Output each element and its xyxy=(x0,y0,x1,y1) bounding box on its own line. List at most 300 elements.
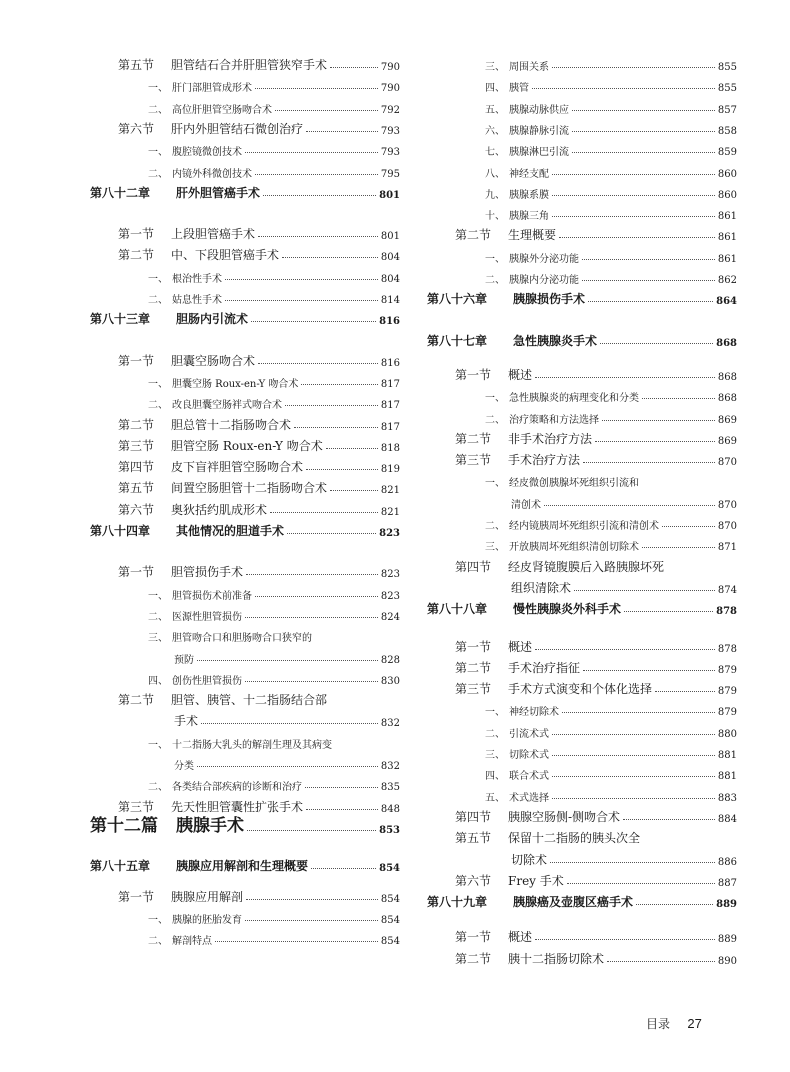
entry-title: 引流术式 xyxy=(509,728,549,740)
toc-cont-entry[interactable] xyxy=(427,847,737,868)
entry-title: 急性胰腺炎手术 xyxy=(513,333,598,348)
entry-label: 第三节 xyxy=(455,453,492,468)
entry-title: 胆管空肠 Roux-en-Y 吻合术 xyxy=(171,438,323,453)
entry-label: 第六节 xyxy=(118,502,155,517)
entry-label: 四、 xyxy=(485,83,505,95)
entry-title: 预防 xyxy=(174,654,194,666)
toc-sub-entry[interactable] xyxy=(427,511,737,532)
entry-title: 胰腺三角 xyxy=(509,211,549,223)
dot-leader xyxy=(562,712,715,713)
page-number-ref: 801 xyxy=(379,189,400,201)
entry-title: 组织清除术 xyxy=(511,580,572,595)
entry-label: 第二节 xyxy=(455,228,492,243)
page-number-ref: 854 xyxy=(380,893,400,905)
page-number-ref: 879 xyxy=(717,686,737,698)
page-number-ref: 858 xyxy=(717,125,737,137)
entry-title: 胰腺空肠侧-侧吻合术 xyxy=(508,809,621,824)
toc-sub-entry[interactable] xyxy=(427,73,737,94)
page-number-ref: 860 xyxy=(717,168,737,180)
page-number-ref: 814 xyxy=(380,295,400,306)
entry-title: 胰腺外分泌功能 xyxy=(509,253,579,265)
entry-title: 胰腺损伤手术 xyxy=(513,292,586,307)
dot-leader xyxy=(655,691,715,692)
page-number-ref: 871 xyxy=(717,542,737,554)
toc-sub-entry[interactable] xyxy=(427,719,737,740)
toc-section-entry[interactable] xyxy=(427,554,737,575)
entry-label: 二、 xyxy=(148,611,168,623)
page-number-ref: 821 xyxy=(380,485,400,497)
entry-label: 八、 xyxy=(485,168,505,180)
toc-section-entry[interactable] xyxy=(90,687,400,708)
toc-section-entry[interactable] xyxy=(90,497,400,518)
entry-title: 改良胆囊空肠袢式吻合术 xyxy=(172,400,282,412)
dot-leader xyxy=(282,257,378,258)
entry-label: 五、 xyxy=(485,104,505,116)
page-number-ref: 793 xyxy=(380,147,400,159)
entry-title: 概述 xyxy=(508,930,533,945)
toc-sub-entry[interactable] xyxy=(427,761,737,782)
dot-leader xyxy=(245,920,378,921)
entry-label: 四、 xyxy=(485,771,505,783)
entry-label: 三、 xyxy=(148,633,168,645)
dot-leader xyxy=(583,462,715,463)
dot-leader xyxy=(572,110,715,111)
entry-title: 胰腺静脉引流 xyxy=(509,125,569,137)
entry-title: 概述 xyxy=(508,639,533,654)
toc-cont-entry[interactable] xyxy=(427,575,737,596)
entry-title: 神经切除术 xyxy=(509,707,559,719)
dot-leader xyxy=(552,734,715,735)
toc-section-entry[interactable] xyxy=(427,634,737,655)
entry-label: 一、 xyxy=(148,147,168,159)
entry-label: 第一节 xyxy=(118,353,155,368)
footer-label: 目录 xyxy=(646,1017,671,1031)
page-number-ref: 816 xyxy=(380,357,400,369)
entry-label: 第二节 xyxy=(455,951,492,966)
dot-leader xyxy=(583,670,715,671)
page-number-ref: 878 xyxy=(717,643,737,655)
dot-leader xyxy=(623,819,715,820)
entry-title: 胰腺应用解剖 xyxy=(171,889,244,904)
page-number-ref: 832 xyxy=(380,761,400,772)
entry-label: 一、 xyxy=(148,378,168,390)
dot-leader xyxy=(330,490,378,491)
toc-chapter-entry[interactable] xyxy=(427,889,737,910)
dot-leader xyxy=(225,279,378,280)
entry-title: 根治性手术 xyxy=(172,273,222,285)
page-number-ref: 860 xyxy=(717,189,737,201)
entry-label: 第八十三章 xyxy=(90,312,151,327)
toc-section-entry[interactable] xyxy=(90,412,400,433)
toc-sub-entry[interactable] xyxy=(427,783,737,804)
toc-section-entry[interactable] xyxy=(427,655,737,676)
dot-leader xyxy=(552,195,715,196)
entry-label: 第五节 xyxy=(455,831,492,846)
entry-title: 胰腺癌及壶腹区癌手术 xyxy=(513,895,634,910)
page-number-ref: 868 xyxy=(717,371,737,383)
page-number-ref: 869 xyxy=(717,414,737,426)
dot-leader xyxy=(255,596,378,597)
toc-subcont-entry[interactable] xyxy=(427,490,737,511)
entry-title: 慢性胰腺炎外科手术 xyxy=(513,602,622,617)
page-number-ref: 883 xyxy=(717,792,737,804)
toc-section-entry[interactable] xyxy=(90,221,400,242)
dot-leader xyxy=(197,766,378,767)
entry-title: 保留十二指肠的胰头次全 xyxy=(508,831,641,846)
toc-section-entry[interactable] xyxy=(90,559,400,580)
toc-sub-entry[interactable] xyxy=(427,201,737,222)
dot-leader xyxy=(270,512,378,513)
page-number-ref: 804 xyxy=(380,273,400,285)
page-number-ref: 853 xyxy=(379,824,400,836)
page-number-ref: 881 xyxy=(717,771,737,783)
page-number-ref: 823 xyxy=(380,590,400,602)
page-number-ref: 869 xyxy=(717,435,737,447)
entry-title: 皮下盲袢胆管空肠吻合术 xyxy=(171,460,304,475)
toc-sub-entry[interactable] xyxy=(427,52,737,73)
dot-leader xyxy=(552,755,715,756)
page-number-ref: 870 xyxy=(717,521,737,532)
entry-label: 一、 xyxy=(148,914,168,926)
toc-sub-entry[interactable] xyxy=(90,369,400,390)
entry-label: 第二节 xyxy=(118,693,155,708)
toc-sub-entry[interactable] xyxy=(90,159,400,180)
toc-sub-entry[interactable] xyxy=(427,468,737,489)
entry-label: 二、 xyxy=(485,275,505,286)
entry-title: 医源性胆管损伤 xyxy=(172,611,242,623)
toc-sub-entry[interactable] xyxy=(427,137,737,158)
entry-title: 胰腺手术 xyxy=(176,815,244,836)
page-number-ref: 870 xyxy=(717,457,737,469)
entry-title: 肝内外胆管结石微创治疗 xyxy=(171,121,304,136)
toc-subcont-entry[interactable] xyxy=(90,645,400,666)
toc-sub-entry[interactable] xyxy=(427,532,737,553)
entry-title: 其他情况的胆道手术 xyxy=(176,524,285,538)
entry-title: 概述 xyxy=(508,367,533,382)
entry-title: 联合术式 xyxy=(509,771,549,783)
entry-title: 手术方式演变和个体化选择 xyxy=(508,682,653,697)
toc-sub-entry[interactable] xyxy=(427,180,737,201)
toc-sub-entry[interactable] xyxy=(90,926,400,947)
toc-sub-entry[interactable] xyxy=(90,581,400,602)
page-number-ref: 879 xyxy=(717,707,737,719)
toc-section-entry[interactable] xyxy=(90,52,400,73)
entry-title: 胰管 xyxy=(509,83,529,95)
entry-title: 清创术 xyxy=(511,499,541,511)
page-number-ref: 854 xyxy=(380,936,400,948)
toc-sub-entry[interactable] xyxy=(90,772,400,793)
dot-leader xyxy=(255,174,378,175)
toc-part-entry[interactable] xyxy=(90,808,400,836)
entry-title: 分类 xyxy=(174,761,194,772)
toc-sub-entry[interactable] xyxy=(90,390,400,411)
toc-section-entry[interactable] xyxy=(427,946,737,967)
page-number-ref: 790 xyxy=(380,62,400,73)
dot-leader xyxy=(215,941,378,942)
dot-leader xyxy=(582,280,715,281)
entry-title: 各类结合部疾病的诊断和治疗 xyxy=(172,782,302,794)
toc-section-entry[interactable] xyxy=(427,924,737,945)
entry-label: 第三节 xyxy=(118,438,155,453)
dot-leader xyxy=(287,533,376,534)
entry-label: 二、 xyxy=(148,936,168,948)
dot-leader xyxy=(552,216,715,217)
page-number-ref: 859 xyxy=(717,147,737,159)
dot-leader xyxy=(306,131,378,132)
page-number-ref: 881 xyxy=(717,750,737,761)
entry-label: 第四节 xyxy=(455,809,492,824)
page-number: 27 xyxy=(687,1016,702,1031)
page-number-ref: 854 xyxy=(380,914,400,926)
entry-title: 胆肠内引流术 xyxy=(176,312,249,327)
entry-label: 第八十七章 xyxy=(427,333,488,348)
toc-section-entry[interactable] xyxy=(427,362,737,383)
toc-section-entry[interactable] xyxy=(427,447,737,468)
toc-sub-entry[interactable] xyxy=(427,697,737,718)
toc-section-entry[interactable] xyxy=(427,426,737,447)
entry-title: 生理概要 xyxy=(508,228,557,243)
entry-title: 经皮微创胰腺坏死组织引流和 xyxy=(509,478,639,490)
page-number-ref: 886 xyxy=(717,856,737,868)
page-number-ref: 857 xyxy=(717,104,737,116)
dot-leader xyxy=(602,420,715,421)
entry-label: 三、 xyxy=(485,62,505,73)
entry-label: 二、 xyxy=(485,414,505,426)
entry-title: 胰腺淋巴引流 xyxy=(509,147,569,159)
dot-leader xyxy=(201,723,378,724)
page-number-ref: 832 xyxy=(380,718,400,730)
dot-leader xyxy=(326,448,378,449)
entry-label: 第八十五章 xyxy=(90,859,151,874)
entry-label: 一、 xyxy=(485,478,505,490)
toc-section-entry[interactable] xyxy=(427,804,737,825)
entry-label: 二、 xyxy=(148,295,168,306)
page-number-ref: 848 xyxy=(380,803,400,815)
dot-leader xyxy=(595,441,715,442)
entry-label: 第二节 xyxy=(118,417,155,432)
dot-leader xyxy=(642,547,715,548)
entry-label: 第六节 xyxy=(118,121,155,136)
page-number-ref: 868 xyxy=(716,337,737,349)
entry-label: 二、 xyxy=(148,400,168,412)
page-number-ref: 818 xyxy=(380,442,400,454)
entry-title: 胰腺的胚胎发育 xyxy=(172,914,242,926)
toc-sub-entry[interactable] xyxy=(90,137,400,158)
toc-sub-entry[interactable] xyxy=(90,95,400,116)
toc-sub-entry[interactable] xyxy=(427,159,737,180)
toc-sub-entry[interactable] xyxy=(427,383,737,404)
entry-label: 第一节 xyxy=(455,367,492,382)
entry-title: 间置空肠胆管十二指肠吻合术 xyxy=(171,481,328,496)
page-number-ref: 874 xyxy=(717,584,737,596)
toc-chapter-entry[interactable] xyxy=(90,518,400,539)
entry-title: 术式选择 xyxy=(509,792,549,804)
entry-title: 周围关系 xyxy=(509,62,549,73)
dot-leader xyxy=(245,617,378,618)
dot-leader xyxy=(559,237,715,238)
toc-sub-entry[interactable] xyxy=(427,95,737,116)
dot-leader xyxy=(535,377,715,378)
page-number-ref: 878 xyxy=(716,606,737,618)
page-number-ref: 862 xyxy=(717,275,737,286)
toc-chapter-entry[interactable] xyxy=(90,180,400,201)
dot-leader xyxy=(624,611,713,612)
toc-sub-entry[interactable] xyxy=(427,116,737,137)
dot-leader xyxy=(197,660,378,661)
entry-label: 五、 xyxy=(485,792,505,804)
entry-title: 非手术治疗方法 xyxy=(508,431,593,446)
page-number-ref: 887 xyxy=(717,877,737,889)
entry-label: 二、 xyxy=(148,104,168,116)
entry-title: 胰腺动脉供应 xyxy=(509,104,569,116)
entry-label: 一、 xyxy=(485,393,505,405)
entry-title: 胆管损伤手术 xyxy=(171,565,244,580)
toc-sub-entry[interactable] xyxy=(90,285,400,306)
entry-title: 手术治疗方法 xyxy=(508,453,581,468)
dot-leader xyxy=(258,363,378,364)
entry-label: 第八十八章 xyxy=(427,602,488,617)
dot-leader xyxy=(245,681,378,682)
entry-label: 第五节 xyxy=(118,481,155,496)
entry-label: 第三节 xyxy=(118,799,155,814)
toc-section-entry[interactable] xyxy=(427,825,737,846)
toc-sub-entry[interactable] xyxy=(90,730,400,751)
toc-sub-entry[interactable] xyxy=(90,264,400,285)
page-number-ref: 817 xyxy=(380,421,400,433)
toc-section-entry[interactable] xyxy=(427,222,737,243)
page-number-ref: 855 xyxy=(717,83,737,95)
entry-label: 第五节 xyxy=(118,58,155,72)
page-number-ref: 835 xyxy=(380,782,400,794)
toc-section-entry[interactable] xyxy=(90,116,400,137)
entry-label: 第一节 xyxy=(118,889,155,904)
toc-section-entry[interactable] xyxy=(90,884,400,905)
entry-label: 第八十九章 xyxy=(427,895,488,910)
dot-leader xyxy=(311,868,376,869)
dot-leader xyxy=(247,830,376,831)
toc-cont-entry[interactable] xyxy=(90,708,400,729)
page-number-ref: 861 xyxy=(717,253,737,265)
dot-leader xyxy=(305,787,378,788)
dot-leader xyxy=(662,526,715,527)
dot-leader xyxy=(301,384,377,385)
dot-leader xyxy=(552,798,715,799)
dot-leader xyxy=(574,590,715,591)
dot-leader xyxy=(550,862,715,863)
toc-sub-entry[interactable] xyxy=(90,905,400,926)
toc-section-entry[interactable] xyxy=(90,475,400,496)
page-number-ref: 817 xyxy=(380,378,400,390)
entry-title: 神经支配 xyxy=(509,168,549,180)
entry-title: 胆管吻合口和胆肠吻合口狭窄的 xyxy=(172,633,312,645)
entry-title: 内镜外科微创技术 xyxy=(172,168,252,180)
toc-sub-entry[interactable] xyxy=(90,623,400,644)
dot-leader xyxy=(330,67,378,68)
dot-leader xyxy=(535,939,715,940)
page-number-ref: 889 xyxy=(717,934,737,946)
toc-sub-entry[interactable] xyxy=(90,602,400,623)
page-number-ref: 889 xyxy=(716,899,737,911)
entry-title: 高位肝胆管空肠吻合术 xyxy=(172,104,272,116)
entry-title: 经内镜胰周坏死组织引流和清创术 xyxy=(509,521,659,532)
dot-leader xyxy=(246,899,378,900)
toc-sub-entry[interactable] xyxy=(427,405,737,426)
toc-chapter-entry[interactable] xyxy=(427,596,737,617)
toc-chapter-entry[interactable] xyxy=(90,306,400,327)
toc-sub-entry[interactable] xyxy=(90,666,400,687)
dot-leader xyxy=(607,961,715,962)
dot-leader xyxy=(552,776,715,777)
entry-title: 切除术 xyxy=(511,852,548,867)
page-number-ref: 819 xyxy=(380,464,400,476)
page-number-ref: 817 xyxy=(380,400,400,412)
entry-label: 四、 xyxy=(148,675,168,687)
entry-label: 一、 xyxy=(485,707,505,719)
dot-leader xyxy=(246,574,378,575)
entry-title: 切除术式 xyxy=(509,750,549,761)
entry-label: 第二节 xyxy=(118,248,155,263)
page-number-ref: 855 xyxy=(717,62,737,73)
toc-section-entry[interactable] xyxy=(427,868,737,889)
entry-label: 第一节 xyxy=(455,639,492,654)
dot-leader xyxy=(600,343,713,344)
dot-leader xyxy=(275,110,378,111)
entry-title: 胆管损伤术前准备 xyxy=(172,590,252,602)
entry-title: 经皮肾镜腹膜后入路胰腺坏死 xyxy=(508,559,665,574)
entry-label: 第二节 xyxy=(455,660,492,675)
toc-section-entry[interactable] xyxy=(90,242,400,263)
entry-title: 胆总管十二指肠吻合术 xyxy=(171,417,292,432)
toc-chapter-entry[interactable] xyxy=(90,853,400,874)
toc-subcont-entry[interactable] xyxy=(90,751,400,772)
dot-leader xyxy=(535,649,715,650)
page-number-ref: 868 xyxy=(717,393,737,405)
page-number-ref: 828 xyxy=(380,654,400,666)
entry-label: 六、 xyxy=(485,125,505,137)
toc-sub-entry[interactable] xyxy=(427,265,737,286)
toc-chapter-entry[interactable] xyxy=(427,328,737,349)
entry-label: 二、 xyxy=(485,521,505,532)
page-number-ref: 795 xyxy=(380,168,400,180)
dot-leader xyxy=(642,398,715,399)
page-number-ref: 821 xyxy=(380,506,400,518)
dot-leader xyxy=(572,131,715,132)
toc-section-entry[interactable] xyxy=(427,676,737,697)
toc-sub-entry[interactable] xyxy=(427,740,737,761)
toc-chapter-entry[interactable] xyxy=(427,286,737,307)
entry-title: 胆囊空肠吻合术 xyxy=(171,353,256,368)
dot-leader xyxy=(285,405,378,406)
entry-title: 胰腺内分泌功能 xyxy=(509,275,579,286)
entry-title: 急性胰腺炎的病理变化和分类 xyxy=(509,393,639,405)
toc-section-entry[interactable] xyxy=(90,454,400,475)
entry-title: 治疗策略和方法选择 xyxy=(509,414,599,426)
entry-label: 一、 xyxy=(148,83,168,95)
page-number-ref: 824 xyxy=(380,611,400,623)
toc-section-entry[interactable] xyxy=(90,433,400,454)
toc-section-entry[interactable] xyxy=(90,348,400,369)
page-number-ref: 790 xyxy=(380,83,400,95)
toc-sub-entry[interactable] xyxy=(90,73,400,94)
page-number-ref: 801 xyxy=(380,231,400,243)
dot-leader xyxy=(552,174,715,175)
page-number-ref: 823 xyxy=(380,569,400,581)
entry-label: 一、 xyxy=(148,273,168,285)
toc-sub-entry[interactable] xyxy=(427,244,737,265)
entry-title: 肝外胆管癌手术 xyxy=(176,185,261,200)
dot-leader xyxy=(572,152,715,153)
entry-label: 三、 xyxy=(485,542,505,554)
